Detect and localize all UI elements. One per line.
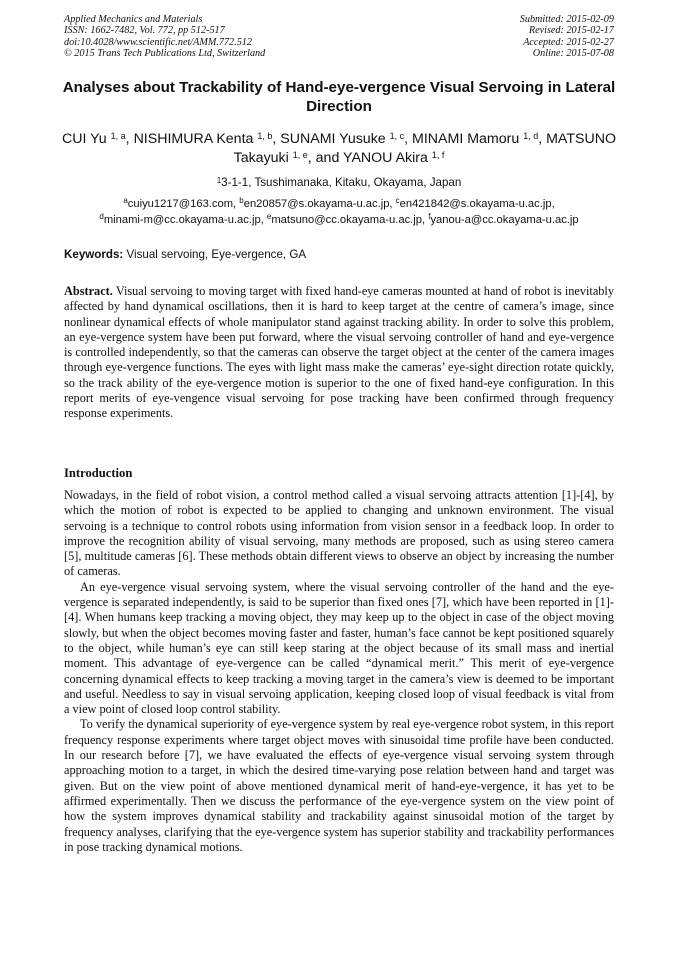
author-affiliation-mark: 1, e — [292, 150, 308, 160]
online-date: Online: 2015-07-08 — [532, 48, 614, 60]
abstract-text: Visual servoing to moving target with fixed hand-eye cameras mounted at hand of robot is inevitably affected by hand dynamical oscillations, then it is hard to keep target at the centre of camera’s image, since nonlinear dynamical effects of whole manipulator stand against tracking ability. In order to solve this problem, an eye-vergence system have been put forward, where the visual servoing controller of hand and eye-vergence is controlled independently, so that the cameras can observe the target object at the center of the camera images through eye-vergence functions. The eyes with light mass make the cameras’ eye-sight direction rotate quickly, so the track ability of the eye-vergence motion is superior to the one of fixed hand-eye configuration. In this report merits of eye-vengence visual servoing for pose tracking have been confirmed through frequency response experiments. — [64, 284, 614, 421]
email-link[interactable]: cuiyu1217@163.com — [127, 198, 234, 210]
keywords — [64, 247, 614, 263]
journal-doi: doi:10.4028/www.scientific.net/AMM.772.512 — [64, 36, 252, 48]
paper-title: Analyses about Trackability of Hand-eye-vergence Visual Servoing in Lateral Direction — [62, 79, 616, 115]
email-link[interactable]: minami-m@cc.okayama-u.ac.jp — [103, 214, 261, 226]
email-mark: d — [99, 212, 104, 221]
email-list: $^a$cuiyu1217@163.com, $^b$en20857@s.okayama-u.ac.jp, $^c$en421842@s.okayama-u.ac.jp, $^d$minami-m@cc.okayama-u.ac.jp, $^e$matsuno@cc.okayama-u.ac.jp, $^f$yanou-a@cc.okayama-u.ac.jp — [99, 196, 579, 226]
accepted-date: Accepted: 2015-02-27 — [523, 36, 614, 48]
submitted-date: Submitted: 2015-02-09 — [519, 14, 614, 25]
revised-date: Revised: 2015-02-17 — [528, 25, 614, 37]
author-affiliation-mark: 1, c — [389, 131, 405, 141]
abstract — [64, 284, 614, 422]
submission-dates — [520, 14, 614, 60]
email-mark: f — [428, 212, 431, 221]
email-link[interactable]: matsuno@cc.okayama-u.ac.jp — [271, 214, 422, 226]
journal-info — [64, 14, 265, 60]
journal-name: Applied Mechanics and Materials — [64, 14, 203, 25]
affiliation — [60, 175, 618, 191]
journal-issn: ISSN: 1662-7482, Vol. 772, pp 512-517 — [64, 25, 225, 37]
author-name: NISHIMURA Kenta — [133, 131, 254, 147]
introduction-body — [64, 488, 614, 855]
author-list: CUI Yu $^{1, a}$, NISHIMURA Kenta $^{1, b}$, SUNAMI Yusuke $^{1, c}$, MINAMI Mamoru $^{1, d}$, MATSUNO Takayuki $^{1, e}$, and YANOU Akira $^{1, f}$ — [62, 131, 616, 166]
paragraph: An eye-vergence visual servoing system, where the visual servoing controller of the hand and the eye-vergence is separated independently, is said to be superior than fixed ones [7], which have been reported in [1]-[4]. When humans keep tracking a moving object, they may keep up to the object in case of the object moving slowly, but when the object becomes moving faster and faster, human’s face cannot be kept positioned squarely to the object, while human’s eye can still keep staring at the object because of its small mass and inertial moment. This advantage of eye-vergence can be called “dynamical merit.” This merit of eye-vergence concerning dynamical effects to keep tracking a moving target in the camera’s view is deemed to be important and useful. Needless to say in visual servoing application, keeping closed loop of visual feedback is vital from a view point of closed loop control stability. — [64, 579, 614, 717]
paragraph: To verify the dynamical superiority of eye-vergence system by real eye-vergence robot system, in this report frequency response experiments where target object moves with sinusoidal time profile have been conducted. In our research before [7], we have evaluated the effects of eye-vergence visual servoing system through approaching motion to a target, in which the desired time-varying pose relation between hand and target was given. But on the view point of above mentioned dynamical merit of hand-eye-vergence, it has yet to be affirmed experimentally. Then we discuss the performance of the eye-vergence system on the view point of how the system improves dynamical stability and trackability against sinusoidal motion of the target by frequency analyses, clarifying that the eye-vergence system has superior stability and trackability performances in pose tracking dynamical motions. — [64, 717, 614, 854]
section-heading-introduction: Introduction — [64, 466, 133, 480]
author-affiliation-mark: 1, f — [431, 150, 445, 160]
keywords-label: Keywords: — [64, 248, 124, 261]
affiliation-address: 3-1-1, Tsushimanaka, Kitaku, Okayama, Japan — [221, 176, 462, 189]
journal-copyright: © 2015 Trans Tech Publications Ltd, Switzerland — [64, 48, 266, 60]
affiliation-mark: 1 — [216, 176, 222, 185]
email-mark: b — [239, 196, 244, 205]
author-affiliation-mark: 1, b — [257, 131, 273, 141]
email-mark: e — [266, 212, 272, 221]
email-link[interactable]: en20857@s.okayama-u.ac.jp — [243, 198, 390, 210]
author-name: CUI Yu — [62, 131, 107, 147]
keywords-text: Visual servoing, Eye-vergence, GA — [126, 248, 307, 261]
author-name: MINAMI Mamoru — [412, 131, 520, 147]
author-affiliation-mark: 1, a — [110, 131, 126, 141]
author-name: SUNAMI Yusuke — [280, 131, 386, 147]
email-mark: c — [395, 196, 400, 205]
author-name: YANOU Akira — [343, 150, 428, 166]
email-link[interactable]: en421842@s.okayama-u.ac.jp — [399, 198, 552, 210]
author-name: MATSUNO Takayuki — [233, 131, 616, 166]
abstract-label: Abstract. — [64, 284, 113, 298]
author-affiliation-mark: 1, d — [523, 131, 539, 141]
email-mark: a — [123, 196, 128, 205]
paragraph: Nowadays, in the field of robot vision, a control method called a visual servoing attracts attention [1]-[4], by which the motion of robot is expected to be applied to changing and unknown environment. The visual servoing is a technique to control robots using information from vision sensor in a feedback loop. In order to improve the recognition ability of visual servoing, many methods are proposed, such as using stereo camera [5], multitude cameras [6]. These methods obtain different views to observe an object by increasing the number of cameras. — [64, 488, 614, 579]
email-link[interactable]: yanou-a@cc.okayama-u.ac.jp — [430, 214, 579, 226]
